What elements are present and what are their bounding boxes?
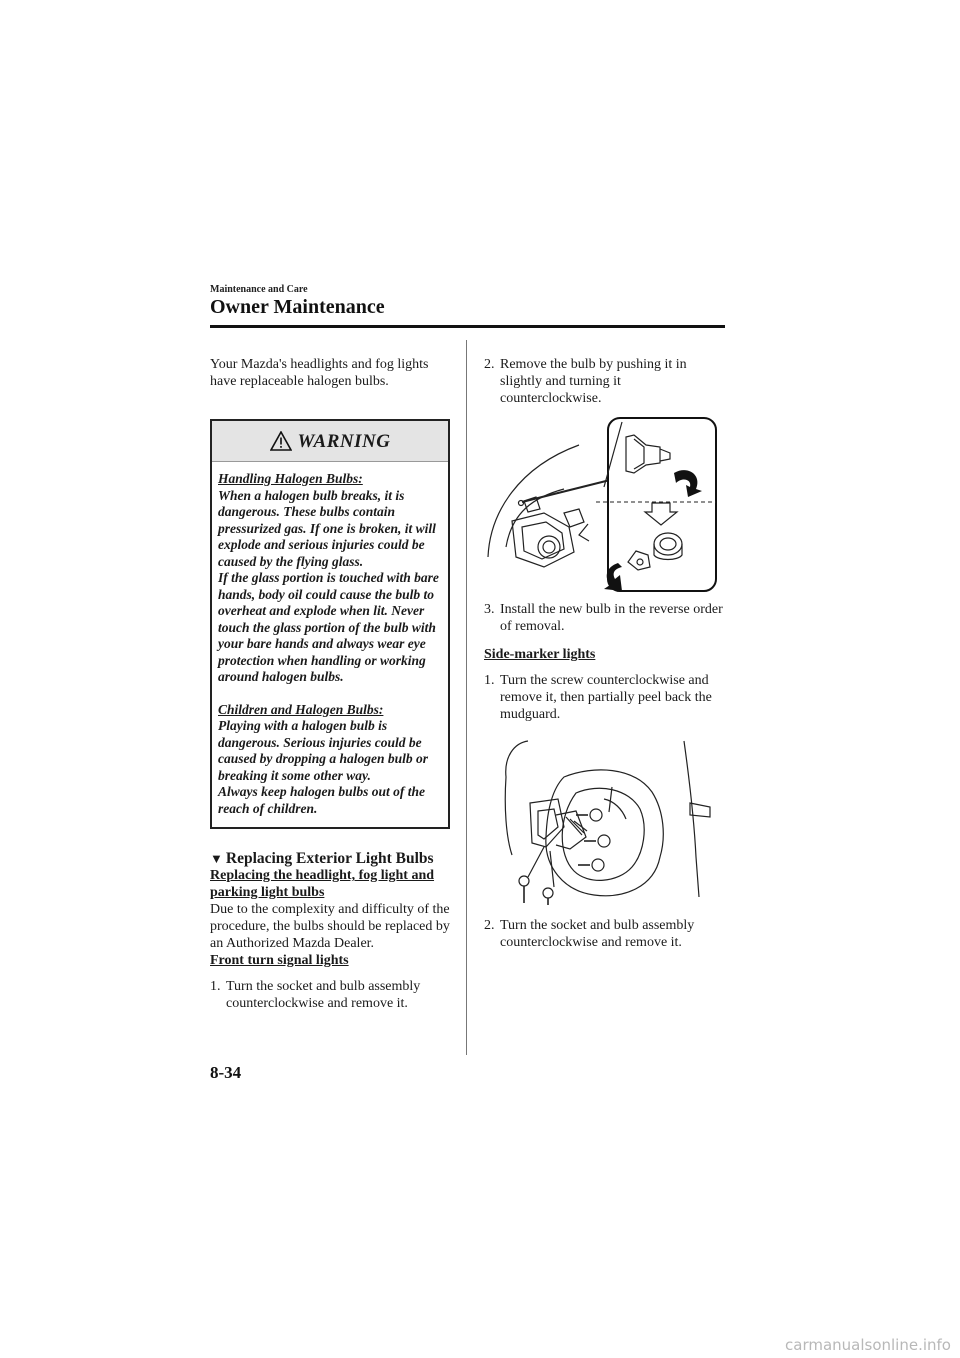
column-divider	[466, 340, 467, 1055]
triangle-down-icon: ▼	[210, 851, 223, 866]
warning-box	[210, 419, 450, 829]
step-text: Turn the socket and bulb assembly counterclockwise and remove it.	[226, 979, 421, 1011]
right-column	[484, 356, 725, 951]
intro-text: Your Mazda's headlights and fog lights have replaceable halogen bulbs.	[210, 357, 429, 389]
step-text: Turn the screw counterclockwise and remove it, then partially peel back the mudguard.	[500, 673, 712, 722]
page-number: 8-34	[210, 1063, 242, 1082]
mudguard-screw-illustration	[484, 737, 725, 905]
subheading-turn-signal: Front turn signal lights	[210, 953, 349, 968]
page-title: Owner Maintenance	[210, 296, 385, 318]
warning-heading-children: Children and Halogen Bulbs:	[218, 701, 384, 717]
step-text: Install the new bulb in the reverse order of removal.	[500, 602, 723, 634]
step-item	[210, 978, 450, 1012]
warning-header	[212, 421, 448, 462]
step-number: 2.	[484, 357, 495, 372]
paragraph-dealer: Due to the complexity and difficulty of the procedure, the bulbs should be replaced by an Authorized Mazda Dealer.	[210, 902, 450, 951]
step-item	[484, 601, 725, 635]
warning-heading-halogen: Handling Halogen Bulbs:	[218, 471, 363, 486]
step-item	[484, 356, 725, 407]
warning-text: Always keep halogen bulbs out of the reach of children.	[218, 784, 426, 816]
step-text: Remove the bulb by pushing it in slightly and turning it counterclockwise.	[500, 357, 687, 406]
warning-icon	[270, 431, 292, 451]
warning-title: WARNING	[297, 430, 391, 452]
section-label: Maintenance and Care	[210, 284, 308, 295]
watermark-text: carmanualsonline.info	[785, 1336, 951, 1354]
subheading-headlight: Replacing the headlight, fog light and parking light bulbs	[210, 868, 435, 900]
section-heading-text: Replacing Exterior Light Bulbs	[225, 850, 434, 867]
headlight-bulb-illustration	[484, 417, 725, 595]
warning-text: If the glass portion is touched with bare hands, body oil could cause the bulb to overheat and explode when lit. Never touch the glass portion of the bulb with your bare hands and always wear eye protection when handling or working around halogen bulbs.	[218, 570, 439, 684]
warning-text: When a halogen bulb breaks, it is dangerous. These bulbs contain pressurized gas. If one is broken, it will explode and serious injuries could be caused by the flying glass.	[218, 487, 436, 569]
step-item	[484, 917, 725, 951]
step-number: 1.	[484, 673, 495, 688]
step-text: Turn the socket and bulb assembly counterclockwise and remove it.	[500, 918, 695, 950]
step-number: 3.	[484, 602, 495, 617]
step-item	[484, 672, 725, 723]
warning-body	[212, 462, 448, 827]
step-number: 2.	[484, 918, 495, 933]
title-rule	[210, 325, 725, 328]
section-heading	[210, 850, 450, 867]
subheading-side-marker: Side-marker lights	[484, 647, 596, 662]
left-column	[210, 356, 450, 1012]
step-number: 1.	[210, 979, 221, 994]
warning-text: Playing with a halogen bulb is dangerous. Serious injuries could be caused by dropping a halogen bulb or breaking it some other way.	[218, 718, 429, 783]
